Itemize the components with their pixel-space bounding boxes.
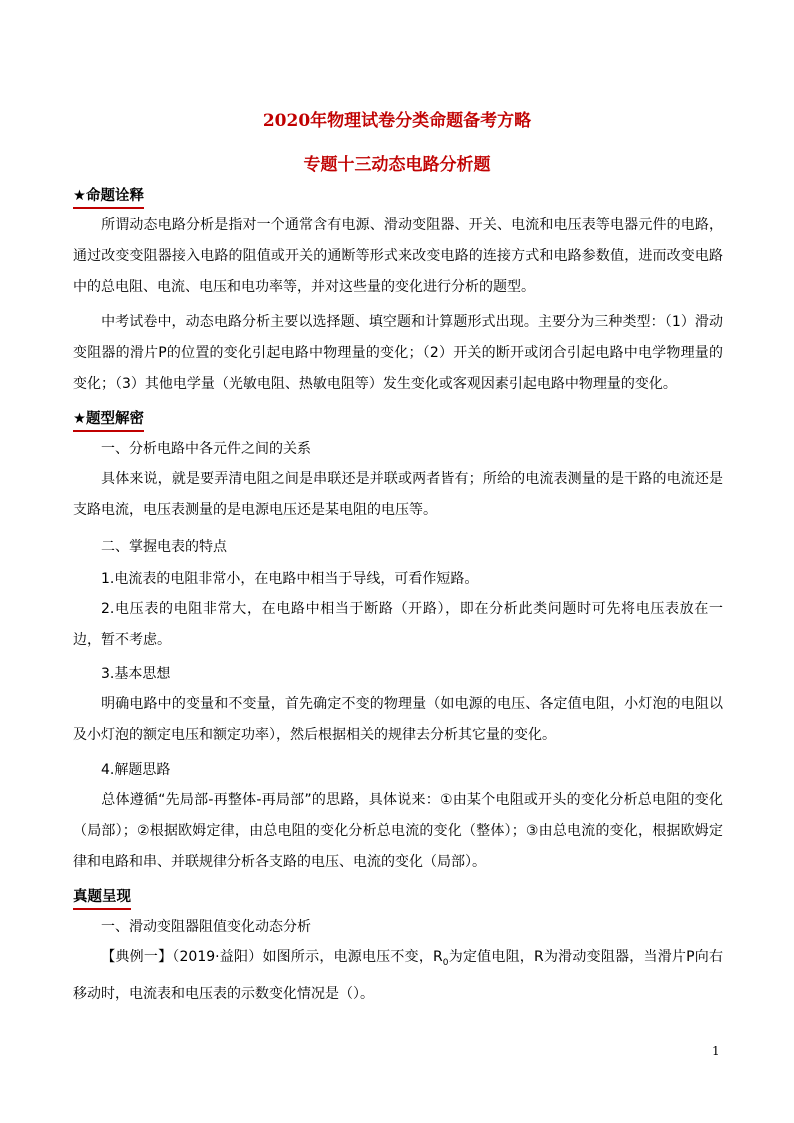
subscript-zero: 0	[442, 957, 449, 968]
section-heading-real-questions: 真题呈现	[73, 887, 131, 910]
paragraph-relations	[73, 464, 723, 526]
section-heading-analysis: ★题型解密	[73, 409, 144, 432]
example-one-text-start: 【典例一】（2019·益阳）如图所示，电源电压不变，R	[101, 949, 443, 965]
list-item-approach: 4.解题思路	[101, 762, 171, 778]
paragraph-exam-types	[73, 307, 723, 400]
paragraph-basic-idea	[73, 689, 723, 751]
section-heading-interpretation: ★命题诠释	[73, 186, 144, 209]
paragraph-exam-types-text: 中考试卷中，动态电路分析主要以选择题、填空题和计算题形式出现。主要分为三种类型：（1）滑动变阻器的滑片P的位置的变化引起电路中物理量的变化；（2）开关的断开或闭合引起电路中电学物理量的变化；（3）其他电学量（光敏电阻、热敏电阻等）发生变化或客观因素引起电路中物理量的变化。	[73, 314, 723, 392]
paragraph-approach-text: 总体遵循“先局部-再整体-再局部”的思路，具体说来：①由某个电阻或开头的变化分析总电阻的变化（局部）；②根据欧姆定律，由总电阻的变化分析总电流的变化（整体）；③由总电流的变化，根据欧姆定律和电路和串、并联规律分析各支路的电压、电流的变化（局部）。	[73, 792, 723, 870]
list-item-basic-idea: 3.基本思想	[101, 666, 171, 682]
paragraph-voltmeter	[73, 594, 723, 656]
paragraph-relations-text: 具体来说，就是要弄清电阻之间是串联还是并联或两者皆有；所给的电流表测量的是干路的电流还是支路电流，电压表测量的是电源电压还是某电阻的电压等。	[73, 471, 723, 518]
paragraph-voltmeter-text: 2.电压表的电阻非常大，在电路中相当于断路（开路），即在分析此类问题时可先将电压表放在一边，暂不考虑。	[73, 601, 723, 648]
paragraph-basic-idea-text: 明确电路中的变量和不变量，首先确定不变的物理量（如电源的电压、各定值电阻，小灯泡的电阻以及小灯泡的额定电压和额定功率），然后根据相关的规律去分析其它量的变化。	[73, 696, 723, 743]
paragraph-definition	[73, 210, 723, 303]
subheading-meters: 二、掌握电表的特点	[101, 539, 227, 555]
paragraph-approach	[73, 785, 723, 878]
document-title: 2020年物理试卷分类命题备考方略	[262, 111, 532, 131]
paragraph-definition-text: 所谓动态电路分析是指对一个通常含有电源、滑动变阻器、开关、电流和电压表等电器元件的电路，通过改变变阻器接入电路的阻值或开关的通断等形式来改变电路的连接方式和电路参数值，进而改变电路中的总电阻、电流、电压和电功率等，并对这些量的变化进行分析的题型。	[73, 217, 723, 295]
document-subtitle: 专题十三动态电路分析题	[303, 155, 491, 175]
page-number: 1	[712, 1044, 720, 1058]
paragraph-example-one	[73, 942, 723, 1010]
subheading-rheostat: 一、滑动变阻器阻值变化动态分析	[101, 919, 311, 935]
subheading-relations: 一、分析电路中各元件之间的关系	[101, 441, 311, 457]
list-item-ammeter: 1.电流表的电阻非常小，在电路中相当于导线，可看作短路。	[101, 571, 479, 587]
example-one-text-end: 为定值电阻，R为滑动变阻器，当滑片P向右移动时，电流表和电压表的示数变化情况是（）。	[73, 949, 724, 1002]
